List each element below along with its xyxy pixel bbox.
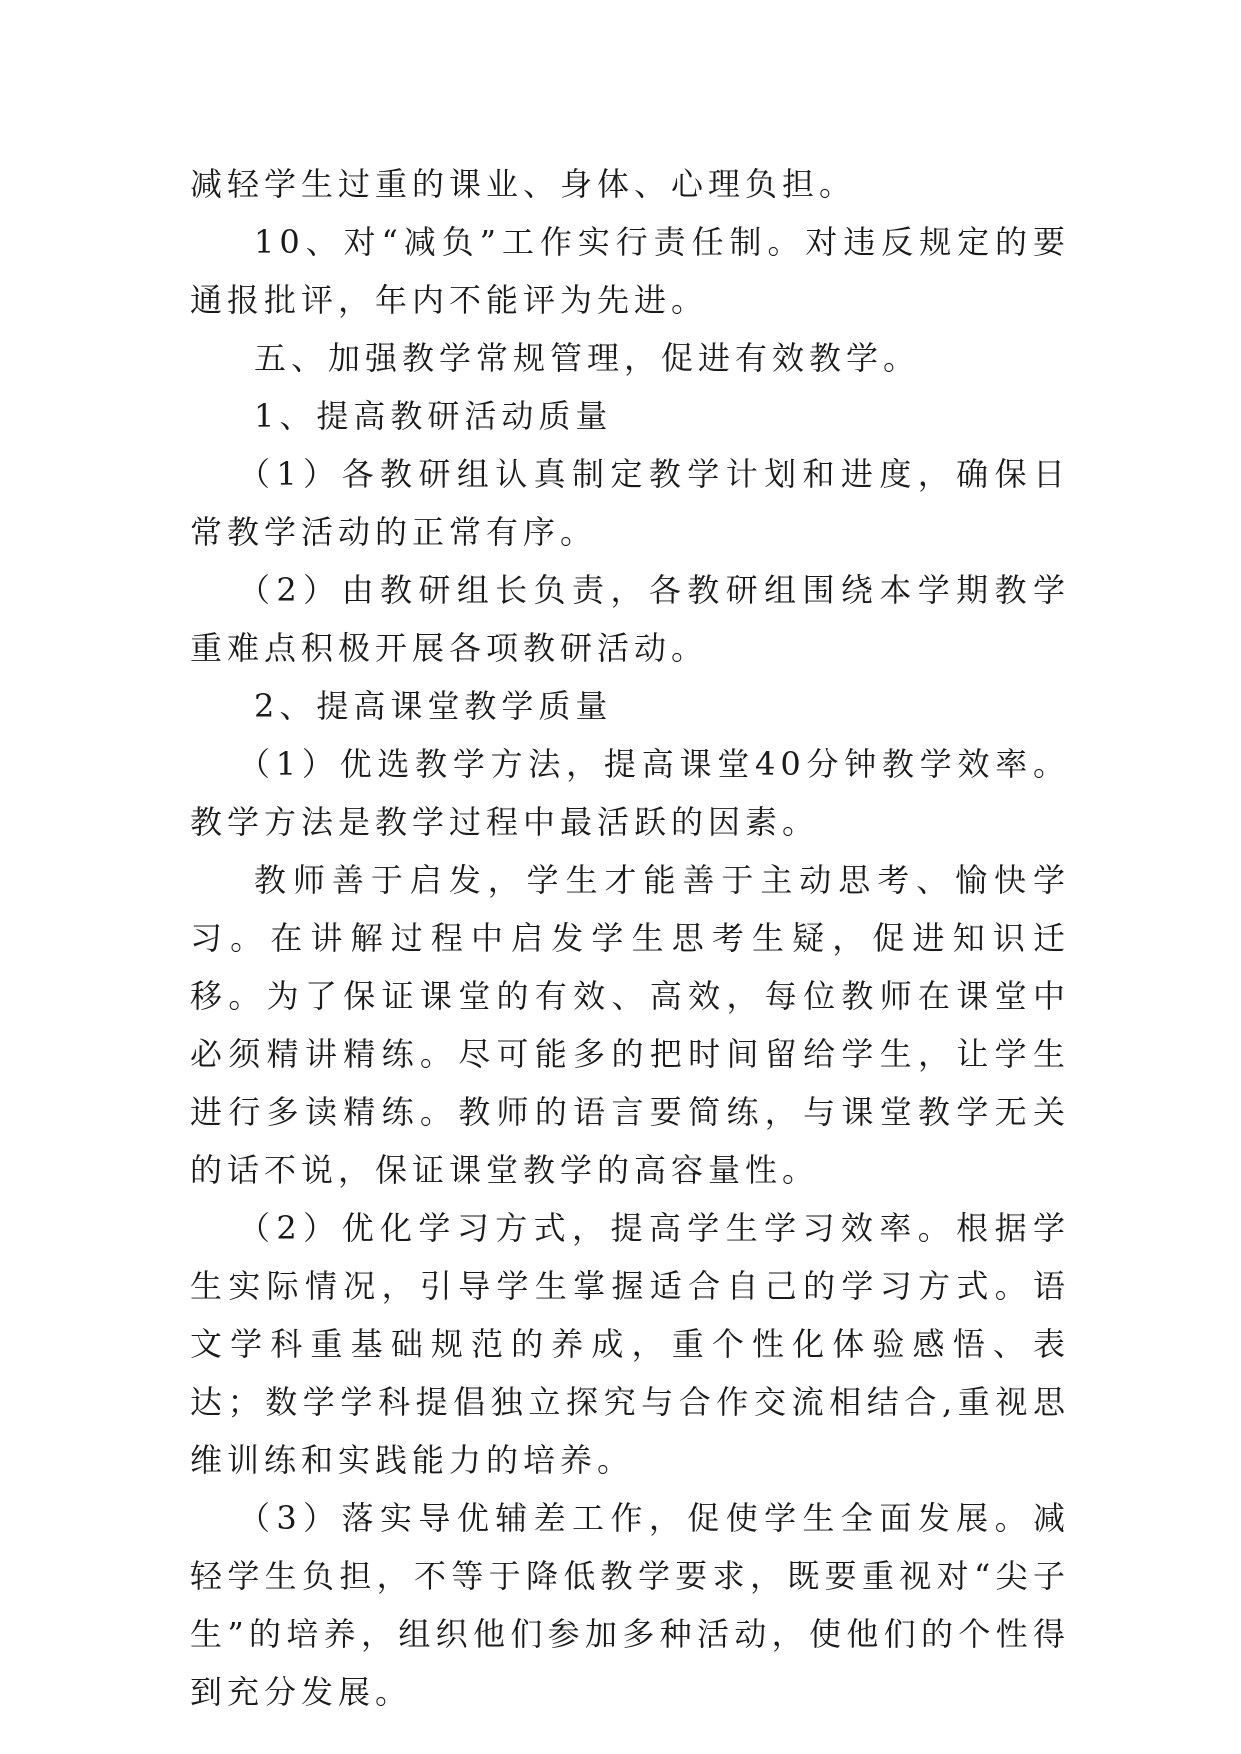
section-heading-5: 五、加强教学常规管理，促进有效教学。 bbox=[254, 339, 921, 377]
subheading-1: 1、提高教研活动质量 bbox=[254, 397, 613, 435]
paragraph-teacher: 教师善于启发，学生才能善于主动思考、愉快学习。在讲解过程中启发学生思考生疑，促进知识迁移。为了保证课堂的有效、高效，每位教师在课堂中必须精讲精练。尽可能多的把时间留给学生，让学生进行多读精练。教师的语言要简练，与课堂教学无关的话不说，保证课堂教学的高容量性。 bbox=[190, 861, 1070, 1189]
document-body bbox=[190, 155, 1070, 1721]
paragraph-2-2: （2）优化学习方式，提高学生学习效率。根据学生实际情况，引导学生掌握适合自己的学习方式。语文学科重基础规范的养成，重个性化体验感悟、表达；数学学科提倡独立探究与合作交流相结合,重视思维训练和实践能力的培养。 bbox=[190, 1209, 1070, 1479]
paragraph-1-2: （2）由教研组长负责，各教研组围绕本学期教学重难点积极开展各项教研活动。 bbox=[190, 571, 1070, 667]
subheading-2: 2、提高课堂教学质量 bbox=[254, 687, 613, 725]
paragraph-continuation: 减轻学生过重的课业、身体、心理负担。 bbox=[190, 165, 857, 203]
paragraph-2-3: （3）落实导优辅差工作，促使学生全面发展。减轻学生负担，不等于降低教学要求，既要重视对“尖子生”的培养，组织他们参加多种活动，使他们的个性得到充分发展。 bbox=[190, 1499, 1070, 1711]
paragraph-item-10: 10、对“减负”工作实行责任制。对违反规定的要通报批评，年内不能评为先进。 bbox=[190, 223, 1070, 319]
paragraph-1-1: （1）各教研组认真制定教学计划和进度，确保日常教学活动的正常有序。 bbox=[190, 455, 1070, 551]
paragraph-2-1: （1）优选教学方法，提高课堂40分钟教学效率。教学方法是教学过程中最活跃的因素。 bbox=[190, 745, 1070, 841]
